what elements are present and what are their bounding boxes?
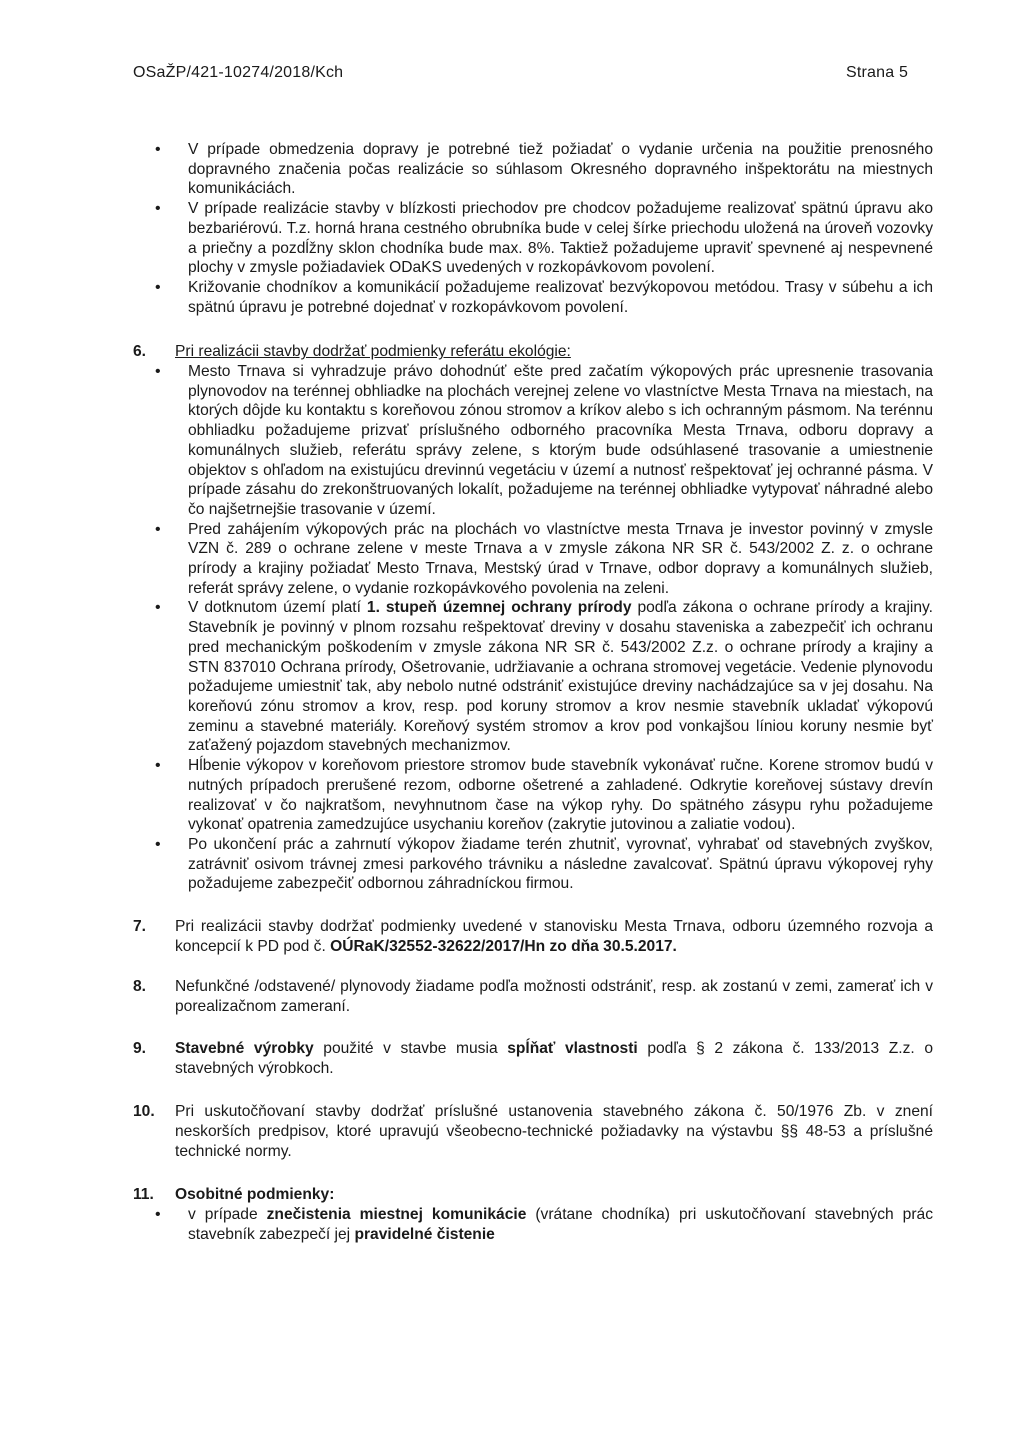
section-number: 6. (133, 343, 147, 361)
section-7 (133, 917, 933, 956)
section-text: Nefunkčné /odstavené/ plynovody žiadame podľa možnosti odstrániť, resp. ak zostanú v zemi, zamerať ich v porealizačnom zameraní. (175, 978, 933, 1016)
list-item: • Po ukončení prác a zahrnutí výkopov žiadame terén zhutniť, vyrovnať, vyhrabať od stavebných zvyškov, zatrávniť osivom trávnej zmesi parkového trávniku a následne zavalcovať. Spätnú úpravu výkopovej ryhy požadujeme zabezpečiť odbornou záhradníckou firmou. (175, 835, 933, 894)
text-run: Pri realizácii stavby dodržať podmienky uvedené v stanovisku Mesta Trnava, odboru územného rozvoja a koncepcií k PD pod č. (175, 918, 933, 955)
section-number: 10. (133, 1103, 155, 1121)
text-run: v prípade (188, 1206, 267, 1224)
bold-text: pravidelné čistenie (354, 1225, 495, 1243)
list-item: • Pred zahájením výkopových prác na plochách vo vlastníctve mesta Trnava je investor povinný v zmysle VZN č. 289 o ochrane zelene v meste Trnava a v zmysle zákona NR SR č. 543/2002 Z. z. o ochrane prírody a krajiny požiadať Mesto Trnava, Mestský úrad v Trnave, odbor dopravy a komunálnych služieb, referát správy zelene, o vydanie rozkopávkového povolenia na zeleni. (175, 520, 933, 599)
list-item: • Mesto Trnava si vyhradzuje právo dohodnúť ešte pred začatím výkopových prác upresnenie trasovania plynovodov na terénnej obhliadke na plochách verejnej zelene vo vlastníctve Mesta Trnava na miestach, na ktorých dôjde ku kontaktu s koreňovou zónou stromov a kríkov alebo s ich ochranným pásmom. Na terénnu obhliadku požadujeme prizvať príslušného odborného pracovníka Mesta Trnava, odboru dopravy a komunálnych služieb, referátu správy zelene, s ktorým bude odsúhlasené trasovanie a umiestnenie objektov s ohľadom na existujúcu drevinnú vegetáciu v území a nutnosť rešpektovať jej ochranné pásma. V prípade zásahu do zrekonštruovaných lokalít, požadujeme na terénnej obhliadke vytypovať náhradné alebo čo najšetrnejšie trasovanie v území. (175, 362, 933, 520)
special-conditions-list (175, 1205, 933, 1244)
section-number: 8. (133, 978, 147, 996)
section-6 (133, 342, 933, 894)
list-item (175, 598, 933, 756)
section-10 (133, 1102, 933, 1161)
text-run: použité v stavbe musia (313, 1039, 508, 1057)
bold-text: znečistenia miestnej komunikácie (266, 1206, 527, 1224)
section-title: Pri realizácii stavby dodržať podmienky referátu ekológie: (175, 343, 571, 361)
page-number: Strana 5 (846, 64, 909, 81)
document-reference: OSaŽP/421-10274/2018/Kch (133, 64, 344, 81)
section-text: Pri uskutočňovaní stavby dodržať príslušné ustanovenia stavebného zákona č. 50/1976 Zb. v znení neskorších predpisov, ktoré upravujú všeobecno-technické požiadavky na výstavbu §§ 48-53 a príslušné technické normy. (175, 1103, 933, 1160)
text-run: (vrátane chodníka) pri uskutočňovaní stavebných prác stavebník zabezpečí jej (188, 1206, 933, 1243)
section-9 (133, 1039, 933, 1078)
text-run: podľa zákona o ochrane prírody a krajiny. Stavebník je povinný v plnom rozsahu rešpektovať dreviny v dosahu staveniska a zabezpečiť ich ochranu pred mechanickým poškodením v zmysle zákona NR SR č. 543/2002 Z.z. o ochrane prírody a krajiny a STN 837010 Ochrana prírody, Ošetrovanie, udržiavanie a ochrana stromovej vegetácie. Vedenie plynovodu požadujeme umiestniť tak, aby nebolo nutné odstrániť existujúce dreviny nachádzajúce sa v jej dosahu. Na koreňovú zónu stromov a krov, resp. pod koruny stromov a krov nesmie stavebník ukladať výkopovú zeminu a stavebné materiály. Koreňový systém stromov a krov pod vonkajšou líniou koruny nesmie byť zaťažený pojazdom stavebných mechanizmov. (188, 599, 934, 755)
text-run: podľa § 2 zákona č. 133/2013 Z.z. o stavebných výrobkoch. (175, 1039, 933, 1077)
list-item: • V prípade obmedzenia dopravy je potrebné tiež požiadať o vydanie určenia na použitie prenosného dopravného značenia počas realizácie so súhlasom Okresného dopravného inšpektorátu na miestnych komunikáciách. (133, 140, 933, 199)
document-body (133, 140, 933, 1244)
section-number: 7. (133, 918, 147, 936)
section-number: 9. (133, 1039, 147, 1057)
bold-text: spĺňať vlastnosti (507, 1039, 638, 1057)
list-item: • Križovanie chodníkov a komunikácií požadujeme realizovať bezvýkopovou metódou. Trasy v súbehu a ich spätnú úpravu je potrebné dojednať v rozkopávkovom povolení. (133, 278, 933, 317)
text-run: V dotknutom území platí (188, 599, 367, 617)
list-item (175, 1205, 933, 1244)
section-text (175, 1039, 933, 1078)
ecology-conditions-list (175, 362, 933, 894)
list-item: • Hĺbenie výkopov v koreňovom priestore stromov bude stavebník vykonávať ručne. Korene stromov budú v nutných prípadoch prerušené rezom, odborne ošetrené a zahladené. Odkrytie koreňovej sústavy drevín realizovať v čo najkratšom, nevyhnutnom čase na výkop ryhy. Do spätného zásypu ryhu požadujeme vykonať opatrenia zamedzujúce usychaniu koreňov (zakrytie jutovinou a zaliatie vodou). (175, 756, 933, 835)
section-text (175, 917, 933, 956)
section-title: Osobitné podmienky: (175, 1186, 335, 1204)
bold-text: 1. stupeň územnej ochrany prírody (366, 599, 632, 617)
bold-text: OÚRaK/32552-32622/2017/Hn zo dňa 30.5.2017. (330, 937, 677, 955)
section-number: 11. (133, 1186, 154, 1204)
list-item: • V prípade realizácie stavby v blízkosti priechodov pre chodcov požadujeme realizovať spätnú úpravu ako bezbariérovú. T.z. horná hrana cestného obrubníka bude v celej šírke priechodu uložená na úroveň vozovky a priečny a pozdĺžny sklon chodníka bude max. 8%. Taktiež požadujeme upraviť spevnené aj nespevnené plochy v zmysle požiadaviek ODaKS uvedených v rozkopávkovom povolení. (133, 199, 933, 278)
bold-text: Stavebné výrobky (175, 1039, 314, 1057)
section-8 (133, 977, 933, 1016)
section-11 (133, 1185, 933, 1244)
top-bullet-list (133, 140, 933, 317)
